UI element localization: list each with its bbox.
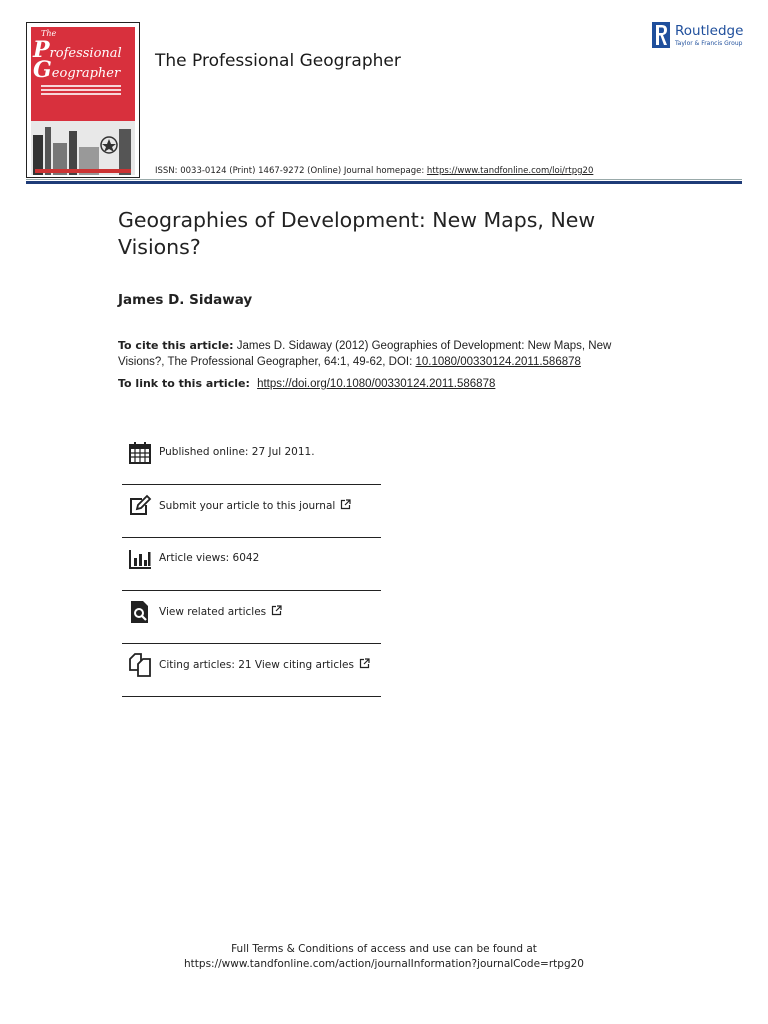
citation-block [118,338,638,370]
metric-submit-text[interactable]: Submit your article to this journal [159,499,351,512]
metric-submit[interactable] [122,485,381,538]
metric-views [122,538,381,591]
journal-homepage-link[interactable]: https://www.tandfonline.com/loi/rtpg20 [426,166,594,176]
cite-doi-link[interactable]: 10.1080/00330124.2011.586878 [415,355,581,368]
metric-citing[interactable] [122,644,381,697]
cover-subtitle-lines [41,85,121,95]
article-title: Geographies of Development: New Maps, New Visions? [118,208,596,259]
terms-footer [0,942,768,972]
external-link-icon [359,658,370,669]
metric-citing-text[interactable]: Citing articles: 21 View citing articles [159,658,370,671]
journal-title: The Professional Geographer [155,51,401,71]
cite-label: To cite this article: [118,339,234,352]
cover-title-the: The [41,29,57,38]
publisher-group: Taylor & Francis Group [675,40,743,47]
external-link-icon [340,499,351,510]
article-doi-link[interactable]: https://doi.org/10.1080/00330124.2011.586878 [257,378,496,390]
issn-text: ISSN: 0033-0124 (Print) 1467-9272 (Online) Journal homepage: [155,166,427,176]
footer-line1: Full Terms & Conditions of access and use can be found at [231,943,537,955]
article-metrics-list [122,432,381,697]
routledge-r-icon [652,22,670,48]
link-label: To link to this article: [118,377,250,390]
metric-published-text: Published online: 27 Jul 2011. [159,446,315,458]
bar-chart-icon [128,547,152,571]
cover-building-graphic [31,121,135,175]
calendar-icon [128,441,152,465]
footer-terms-link[interactable]: https://www.tandfonline.com/action/journalInformation?journalCode=rtpg20 [184,958,584,970]
cite-text: James D. Sidaway (2012) Geographies of Development: New Maps, New Visions?, The Professional Geographer, 64:1, 49-62, DOI: [118,340,612,368]
cover-title-line1: Professional [33,37,122,63]
metric-views-text: Article views: 6042 [159,552,260,564]
metric-published [122,432,381,485]
metric-related[interactable] [122,591,381,644]
publisher-name: Routledge [675,23,744,39]
cover-title-line2: Geographer [33,57,121,83]
issn-line [155,166,593,176]
header-divider [26,181,742,184]
article-link-line [118,377,495,390]
external-link-icon [271,605,282,616]
search-document-icon [128,600,152,624]
routledge-logo [652,22,752,50]
citing-icon [128,653,152,677]
article-author: James D. Sidaway [118,292,253,308]
header-divider-thin [26,179,742,180]
metric-related-text[interactable]: View related articles [159,605,282,618]
journal-cover-image [26,22,140,178]
edit-icon [128,494,152,518]
